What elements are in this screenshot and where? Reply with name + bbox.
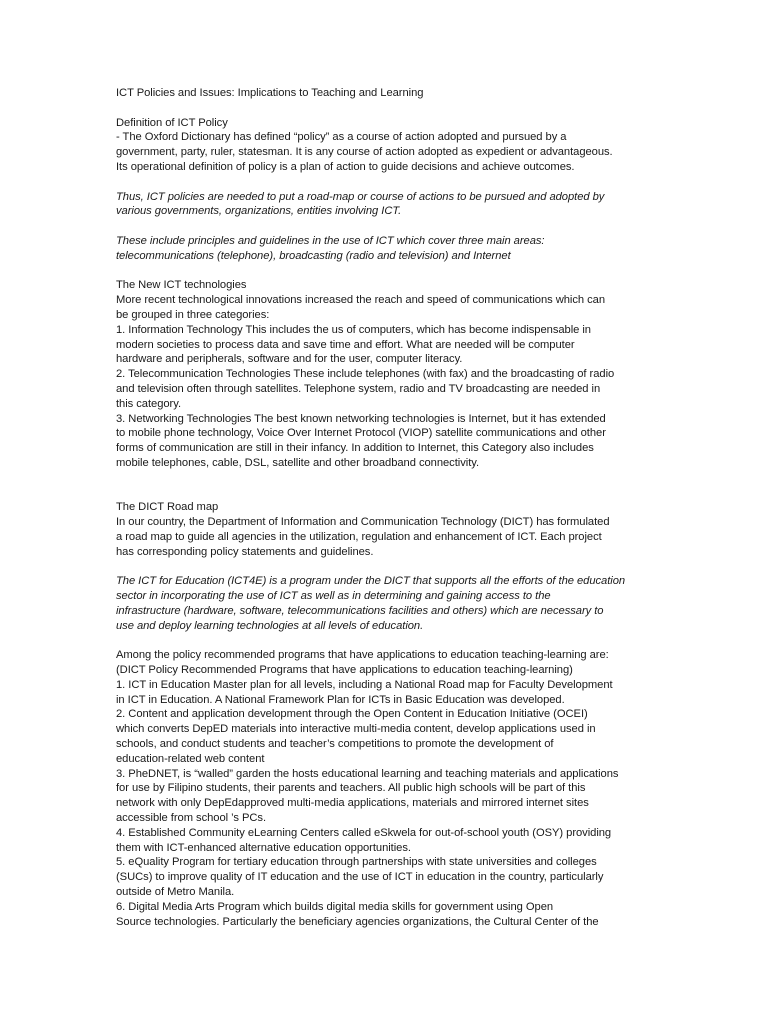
paragraph-line: 3. Networking Technologies The best known networking technologies is Internet, but it has extended bbox=[116, 412, 606, 425]
italic-paragraph-line: The ICT for Education (ICT4E) is a program under the DICT that supports all the efforts of the education bbox=[116, 575, 626, 588]
spacer bbox=[116, 175, 656, 190]
paragraph-line: 1. ICT in Education Master plan for all levels, including a National Road map for Faculty Development bbox=[116, 678, 613, 691]
paragraph-line: for use by Filipino students, their parents and teachers. All public high schools will be part of this bbox=[116, 782, 586, 795]
paragraph-line: 3. PheDNET, is “walled” garden the hosts educational learning and teaching materials and applications bbox=[116, 767, 619, 780]
paragraph-line: to mobile phone technology, Voice Over Internet Protocol (VIOP) satellite communications and other bbox=[116, 427, 606, 440]
paragraph-line: forms of communication are still in their infancy. In addition to Internet, this Category also includes bbox=[116, 442, 594, 455]
paragraph-line: and television often through satellites. Telephone system, radio and TV broadcasting are needed in bbox=[116, 382, 601, 395]
spacer bbox=[116, 560, 656, 575]
italic-paragraph-line: These include principles and guidelines in the use of ICT which cover three main areas: bbox=[116, 234, 545, 247]
spacer bbox=[116, 633, 656, 648]
document-page bbox=[116, 86, 656, 929]
paragraph-line: Its operational definition of policy is a plan of action to guide decisions and achieve outcomes. bbox=[116, 160, 575, 173]
document-title: ICT Policies and Issues: Implications to Teaching and Learning bbox=[116, 87, 424, 99]
paragraph-line: Among the policy recommended programs that have applications to education teaching-learning are: bbox=[116, 649, 609, 662]
paragraph-line: 2. Telecommunication Technologies These include telephones (with fax) and the broadcasting of radio bbox=[116, 368, 615, 381]
italic-paragraph-line: telecommunications (telephone), broadcasting (radio and television) and Internet bbox=[116, 249, 511, 262]
paragraph-line: (SUCs) to improve quality of IT education and the use of ICT in education in the country, particularly bbox=[116, 871, 604, 884]
paragraph-line: 4. Established Community eLearning Centers called eSkwela for out-of-school youth (OSY) providing bbox=[116, 826, 612, 839]
spacer bbox=[116, 101, 656, 116]
italic-paragraph-line: sector in incorporating the use of ICT as well as in determining and gaining access to the bbox=[116, 590, 551, 603]
section-heading-roadmap: The DICT Road map bbox=[116, 501, 219, 514]
italic-paragraph-line: various governments, organizations, entities involving ICT. bbox=[116, 205, 402, 218]
paragraph-line: network with only DepEdapproved multi-media applications, materials and mirrored internet sites bbox=[116, 797, 589, 810]
paragraph-line: modern societies to process data and save time and effort. What are needed will be computer bbox=[116, 338, 575, 351]
paragraph-line: in ICT in Education. A National Framework Plan for ICTs in Basic Education was developed. bbox=[116, 693, 565, 706]
section-heading-new-ict: The New ICT technologies bbox=[116, 279, 247, 292]
paragraph-line: a road map to guide all agencies in the utilization, regulation and enhancement of ICT. Each project bbox=[116, 530, 602, 543]
paragraph-line: has corresponding policy statements and guidelines. bbox=[116, 545, 374, 558]
paragraph-line: 2. Content and application development through the Open Content in Education Initiative (OCEI) bbox=[116, 708, 588, 721]
spacer bbox=[116, 471, 656, 501]
section-heading-definition: Definition of ICT Policy bbox=[116, 116, 228, 129]
italic-paragraph-line: Thus, ICT policies are needed to put a road-map or course of actions to be pursued and adopted by bbox=[116, 190, 605, 203]
italic-paragraph-line: infrastructure (hardware, software, telecommunications facilities and others) which are necessary to bbox=[116, 604, 604, 617]
paragraph-line: 5. eQuality Program for tertiary education through partnerships with state universities and colleges bbox=[116, 856, 597, 869]
italic-paragraph-line: use and deploy learning technologies at all levels of education. bbox=[116, 619, 424, 632]
paragraph-line: outside of Metro Manila. bbox=[116, 886, 235, 899]
paragraph-line: 6. Digital Media Arts Program which builds digital media skills for government using Open bbox=[116, 900, 554, 913]
paragraph-line: schools, and conduct students and teacher’s competitions to promote the development of bbox=[116, 738, 554, 751]
paragraph-line: accessible from school ’s PCs. bbox=[116, 812, 267, 825]
paragraph-line: which converts DepED materials into interactive multi-media content, develop applications used in bbox=[116, 723, 596, 736]
paragraph-line: (DICT Policy Recommended Programs that have applications to education teaching-learning) bbox=[116, 664, 573, 677]
paragraph-line: 1. Information Technology This includes the us of computers, which has become indispensable in bbox=[116, 323, 591, 336]
paragraph-line: education-related web content bbox=[116, 752, 265, 765]
paragraph-line: More recent technological innovations increased the reach and speed of communications which can bbox=[116, 294, 606, 307]
spacer bbox=[116, 219, 656, 234]
paragraph-line: hardware and peripherals, software and for the user, computer literacy. bbox=[116, 353, 463, 366]
paragraph-line: Source technologies. Particularly the beneficiary agencies organizations, the Cultural Center of the bbox=[116, 915, 599, 928]
paragraph-line: government, party, ruler, statesman. It is any course of action adopted as expedient or advantageous. bbox=[116, 146, 613, 159]
spacer bbox=[116, 264, 656, 279]
paragraph-line: In our country, the Department of Information and Communication Technology (DICT) has formulated bbox=[116, 516, 610, 529]
paragraph-line: mobile telephones, cable, DSL, satellite and other broadband connectivity. bbox=[116, 456, 480, 469]
paragraph-line: - The Oxford Dictionary has defined “policy” as a course of action adopted and pursued by a bbox=[116, 131, 567, 144]
paragraph-line: this category. bbox=[116, 397, 182, 410]
paragraph-line: be grouped in three categories: bbox=[116, 308, 270, 321]
paragraph-line: them with ICT-enhanced alternative education opportunities. bbox=[116, 841, 411, 854]
